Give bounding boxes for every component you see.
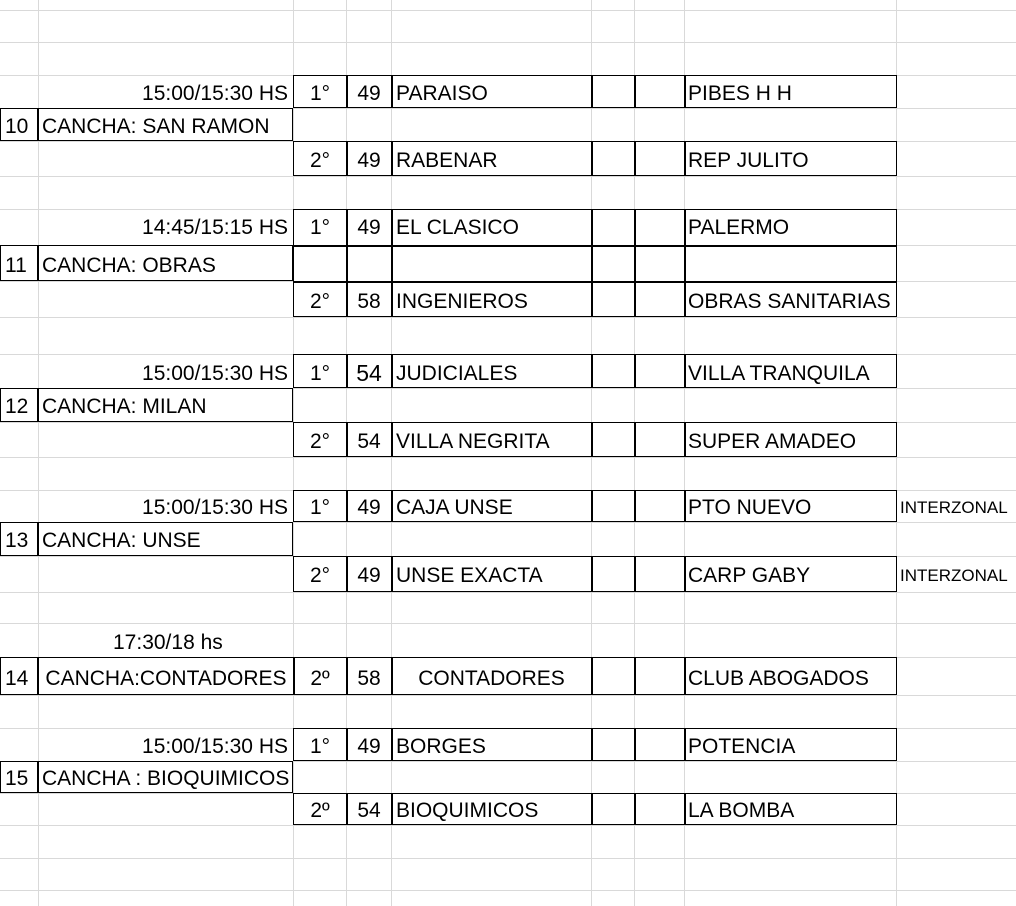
cancha-label: CANCHA: OBRAS <box>42 254 216 277</box>
cancha-label: CANCHA:CONTADORES <box>45 667 287 690</box>
home-team: RABENAR <box>396 149 498 172</box>
position-label: 1° <box>309 216 331 239</box>
category-label: 49 <box>357 496 381 519</box>
position-label: 1° <box>309 362 331 385</box>
cancha-label: CANCHA: MILAN <box>42 395 207 418</box>
away-team: PALERMO <box>688 216 790 239</box>
category-label: 54 <box>356 360 382 386</box>
away-team: LA BOMBA <box>688 799 795 822</box>
home-team: CONTADORES <box>418 667 565 690</box>
away-team: OBRAS SANITARIAS <box>688 290 891 313</box>
position-label: 2° <box>309 430 331 453</box>
category-label: 49 <box>357 735 381 758</box>
category-label: 49 <box>357 149 381 172</box>
home-team: VILLA NEGRITA <box>396 430 550 453</box>
category-label: 54 <box>357 799 381 822</box>
cancha-label: CANCHA: UNSE <box>42 529 201 552</box>
position-label: 2º <box>310 799 330 822</box>
away-team: CARP GABY <box>688 564 811 587</box>
match-time: 17:30/18 hs <box>113 631 223 654</box>
position-label: 2º <box>310 667 330 690</box>
away-team: PTO NUEVO <box>688 496 812 519</box>
match-time: 15:00/15:30 HS <box>142 496 288 519</box>
position-label: 2° <box>309 290 331 313</box>
home-team: BORGES <box>396 735 486 758</box>
away-team: REP JULITO <box>688 149 809 172</box>
category-label: 54 <box>357 430 381 453</box>
match-time: 15:00/15:30 HS <box>142 735 288 758</box>
interzonal-note: INTERZONAL <box>900 498 1008 517</box>
interzonal-note: INTERZONAL <box>900 566 1008 585</box>
position-label: 2° <box>309 149 331 172</box>
position-label: 2° <box>309 564 331 587</box>
home-team: JUDICIALES <box>396 362 518 385</box>
home-team: EL CLASICO <box>396 216 519 239</box>
category-label: 58 <box>357 667 381 690</box>
away-team: CLUB ABOGADOS <box>688 667 869 690</box>
position-label: 1° <box>309 735 331 758</box>
block-number: 11 <box>5 254 27 277</box>
home-team: BIOQUIMICOS <box>396 799 539 822</box>
block-number: 13 <box>5 529 29 552</box>
away-team: SUPER AMADEO <box>688 430 857 453</box>
block-number: 14 <box>5 667 29 690</box>
category-label: 49 <box>357 82 381 105</box>
match-time: 15:00/15:30 HS <box>142 82 288 105</box>
block-number: 10 <box>5 115 29 138</box>
match-time: 15:00/15:30 HS <box>142 362 288 385</box>
block-number: 15 <box>5 767 29 790</box>
category-label: 49 <box>357 216 381 239</box>
position-label: 1° <box>309 496 331 519</box>
category-label: 58 <box>357 290 381 313</box>
category-label: 49 <box>357 564 381 587</box>
cancha-label: CANCHA : BIOQUIMICOS <box>42 767 290 790</box>
cancha-label: CANCHA: SAN RAMON <box>42 115 270 138</box>
home-team: CAJA UNSE <box>396 496 513 519</box>
away-team: VILLA TRANQUILA <box>688 362 870 385</box>
home-team: UNSE EXACTA <box>396 564 543 587</box>
block-number: 12 <box>5 395 29 418</box>
home-team: PARAISO <box>396 82 488 105</box>
position-label: 1° <box>309 82 331 105</box>
home-team: INGENIEROS <box>396 290 528 313</box>
match-time: 14:45/15:15 HS <box>142 216 288 239</box>
away-team: POTENCIA <box>688 735 796 758</box>
away-team: PIBES H H <box>688 82 792 105</box>
